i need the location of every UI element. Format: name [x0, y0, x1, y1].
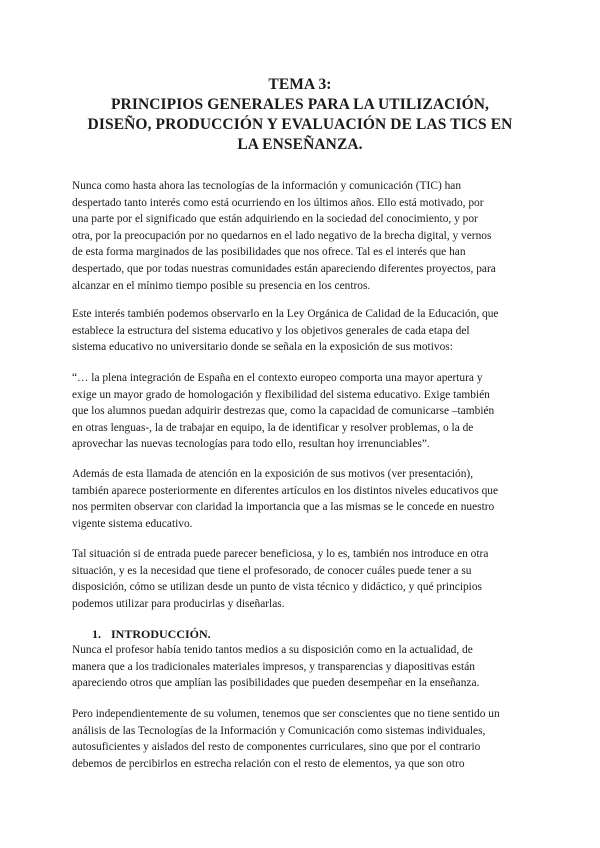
- text-line: aprovechar las nuevas tecnologías para todo ello, resultan hoy irrenunciables”.: [72, 438, 430, 451]
- paragraph-articles: [72, 466, 542, 532]
- title-line: PRINCIPIOS GENERALES PARA LA UTILIZACIÓN,: [110, 96, 490, 113]
- text-line: autosuficientes y aislados del resto de componentes curriculares, sino que por el contrario: [72, 741, 481, 754]
- text-line: una parte por el significado que están adquiriendo en la sociedad del conocimiento, y por: [72, 213, 478, 226]
- text-line: disposición, cómo se utilizan desde un punto de vista técnico y didáctico, y qué principios: [72, 581, 482, 594]
- title-line: TEMA 3:: [268, 76, 332, 93]
- text-line: Tal situación si de entrada puede parecer beneficiosa, y lo es, también nos introduce en otra: [72, 548, 489, 560]
- text-line: exige un mayor grado de homologación y flexibilidad del sistema educativo. Exige también: [72, 388, 490, 401]
- text-line: debemos de percibirlos en estrecha relación con el resto de elementos, ya que son otro: [72, 757, 465, 770]
- paragraph-intro-analysis: [72, 706, 542, 772]
- text-line: nos permiten observar con claridad la importancia que a las mismas se le concede en nuestro: [72, 501, 495, 514]
- text-line: despertado tanto interés como está ocurriendo en los últimos años. Ello está motivado, por: [72, 196, 484, 209]
- text-line: situación, y es la necesidad que tiene el profesorado, de conocer cuáles puede tener a su: [72, 564, 472, 577]
- text-line: vigente sistema educativo.: [72, 517, 193, 530]
- text-line: sistema educativo no universitario donde se señala en la exposición de sus motivos:: [72, 341, 453, 354]
- text-line: despertado, que por todas nuestras comunidades están apareciendo diferentes proyectos, para: [72, 262, 496, 275]
- text-line: en otras lenguas-, la de trabajar en equipo, la de identificar y resolver problemas, o la de: [72, 421, 474, 434]
- title-line: DISEÑO, PRODUCCIÓN Y EVALUACIÓN DE LAS TICS EN: [87, 116, 513, 133]
- text-line: también aparece posteriormente en diferentes artículos en los distintos niveles educativos que: [72, 484, 499, 497]
- text-line: de esta forma marginados de las posibilidades que nos ofrece. Tal es el interés que han: [72, 246, 466, 259]
- text-line: “… la plena integración de España en el contexto europeo comporta una mayor apertura y: [72, 372, 483, 384]
- section-number: 1.: [92, 627, 101, 641]
- paragraph-loce: [72, 306, 542, 356]
- text-line: Nunca el profesor había tenido tantos medios a su disposición como en la actualidad, de: [72, 644, 473, 656]
- text-line: apareciendo otros que amplían las posibilidades que pueden desempeñar en la enseñanza.: [72, 677, 480, 690]
- text-line: análisis de las Tecnologías de la Información y Comunicación como sistemas individuales,: [72, 724, 486, 737]
- text-line: podemos utilizar para producirlas y diseñarlas.: [72, 597, 285, 610]
- paragraph-quote: [72, 370, 542, 453]
- section-heading-introduccion: [92, 626, 211, 642]
- text-line: Además de esta llamada de atención en la exposición de sus motivos (ver presentación),: [72, 468, 474, 480]
- document-title: [60, 75, 540, 155]
- paragraph-intro-means: [72, 642, 542, 692]
- text-line: Nunca como hasta ahora las tecnologías de la información y comunicación (TIC) han: [72, 180, 462, 192]
- text-line: otra, por la preocupación por no quedarnos en el lado negativo de la brecha digital, y vernos: [72, 229, 492, 242]
- text-line: establece la estructura del sistema educativo y los objetivos generales de cada etapa del: [72, 324, 470, 337]
- text-line: manera que a los tradicionales materiales impresos, y transparencias y diapositivas están: [72, 660, 475, 673]
- text-line: Pero independientemente de su volumen, tenemos que ser conscientes que no tiene sentido un: [72, 708, 500, 720]
- title-line: LA ENSEÑANZA.: [237, 136, 363, 153]
- paragraph-situation: [72, 546, 542, 612]
- text-line: alcanzar en el mínimo tiempo posible su presencia en los centros.: [72, 279, 371, 292]
- section-title: INTRODUCCIÓN.: [111, 627, 211, 641]
- text-line: que los alumnos puedan adquirir destrezas que, como la capacidad de comunicarse –también: [72, 405, 495, 418]
- paragraph-tic-interest: [72, 178, 542, 294]
- text-line: Este interés también podemos observarlo en la Ley Orgánica de Calidad de la Educación, que: [72, 308, 499, 320]
